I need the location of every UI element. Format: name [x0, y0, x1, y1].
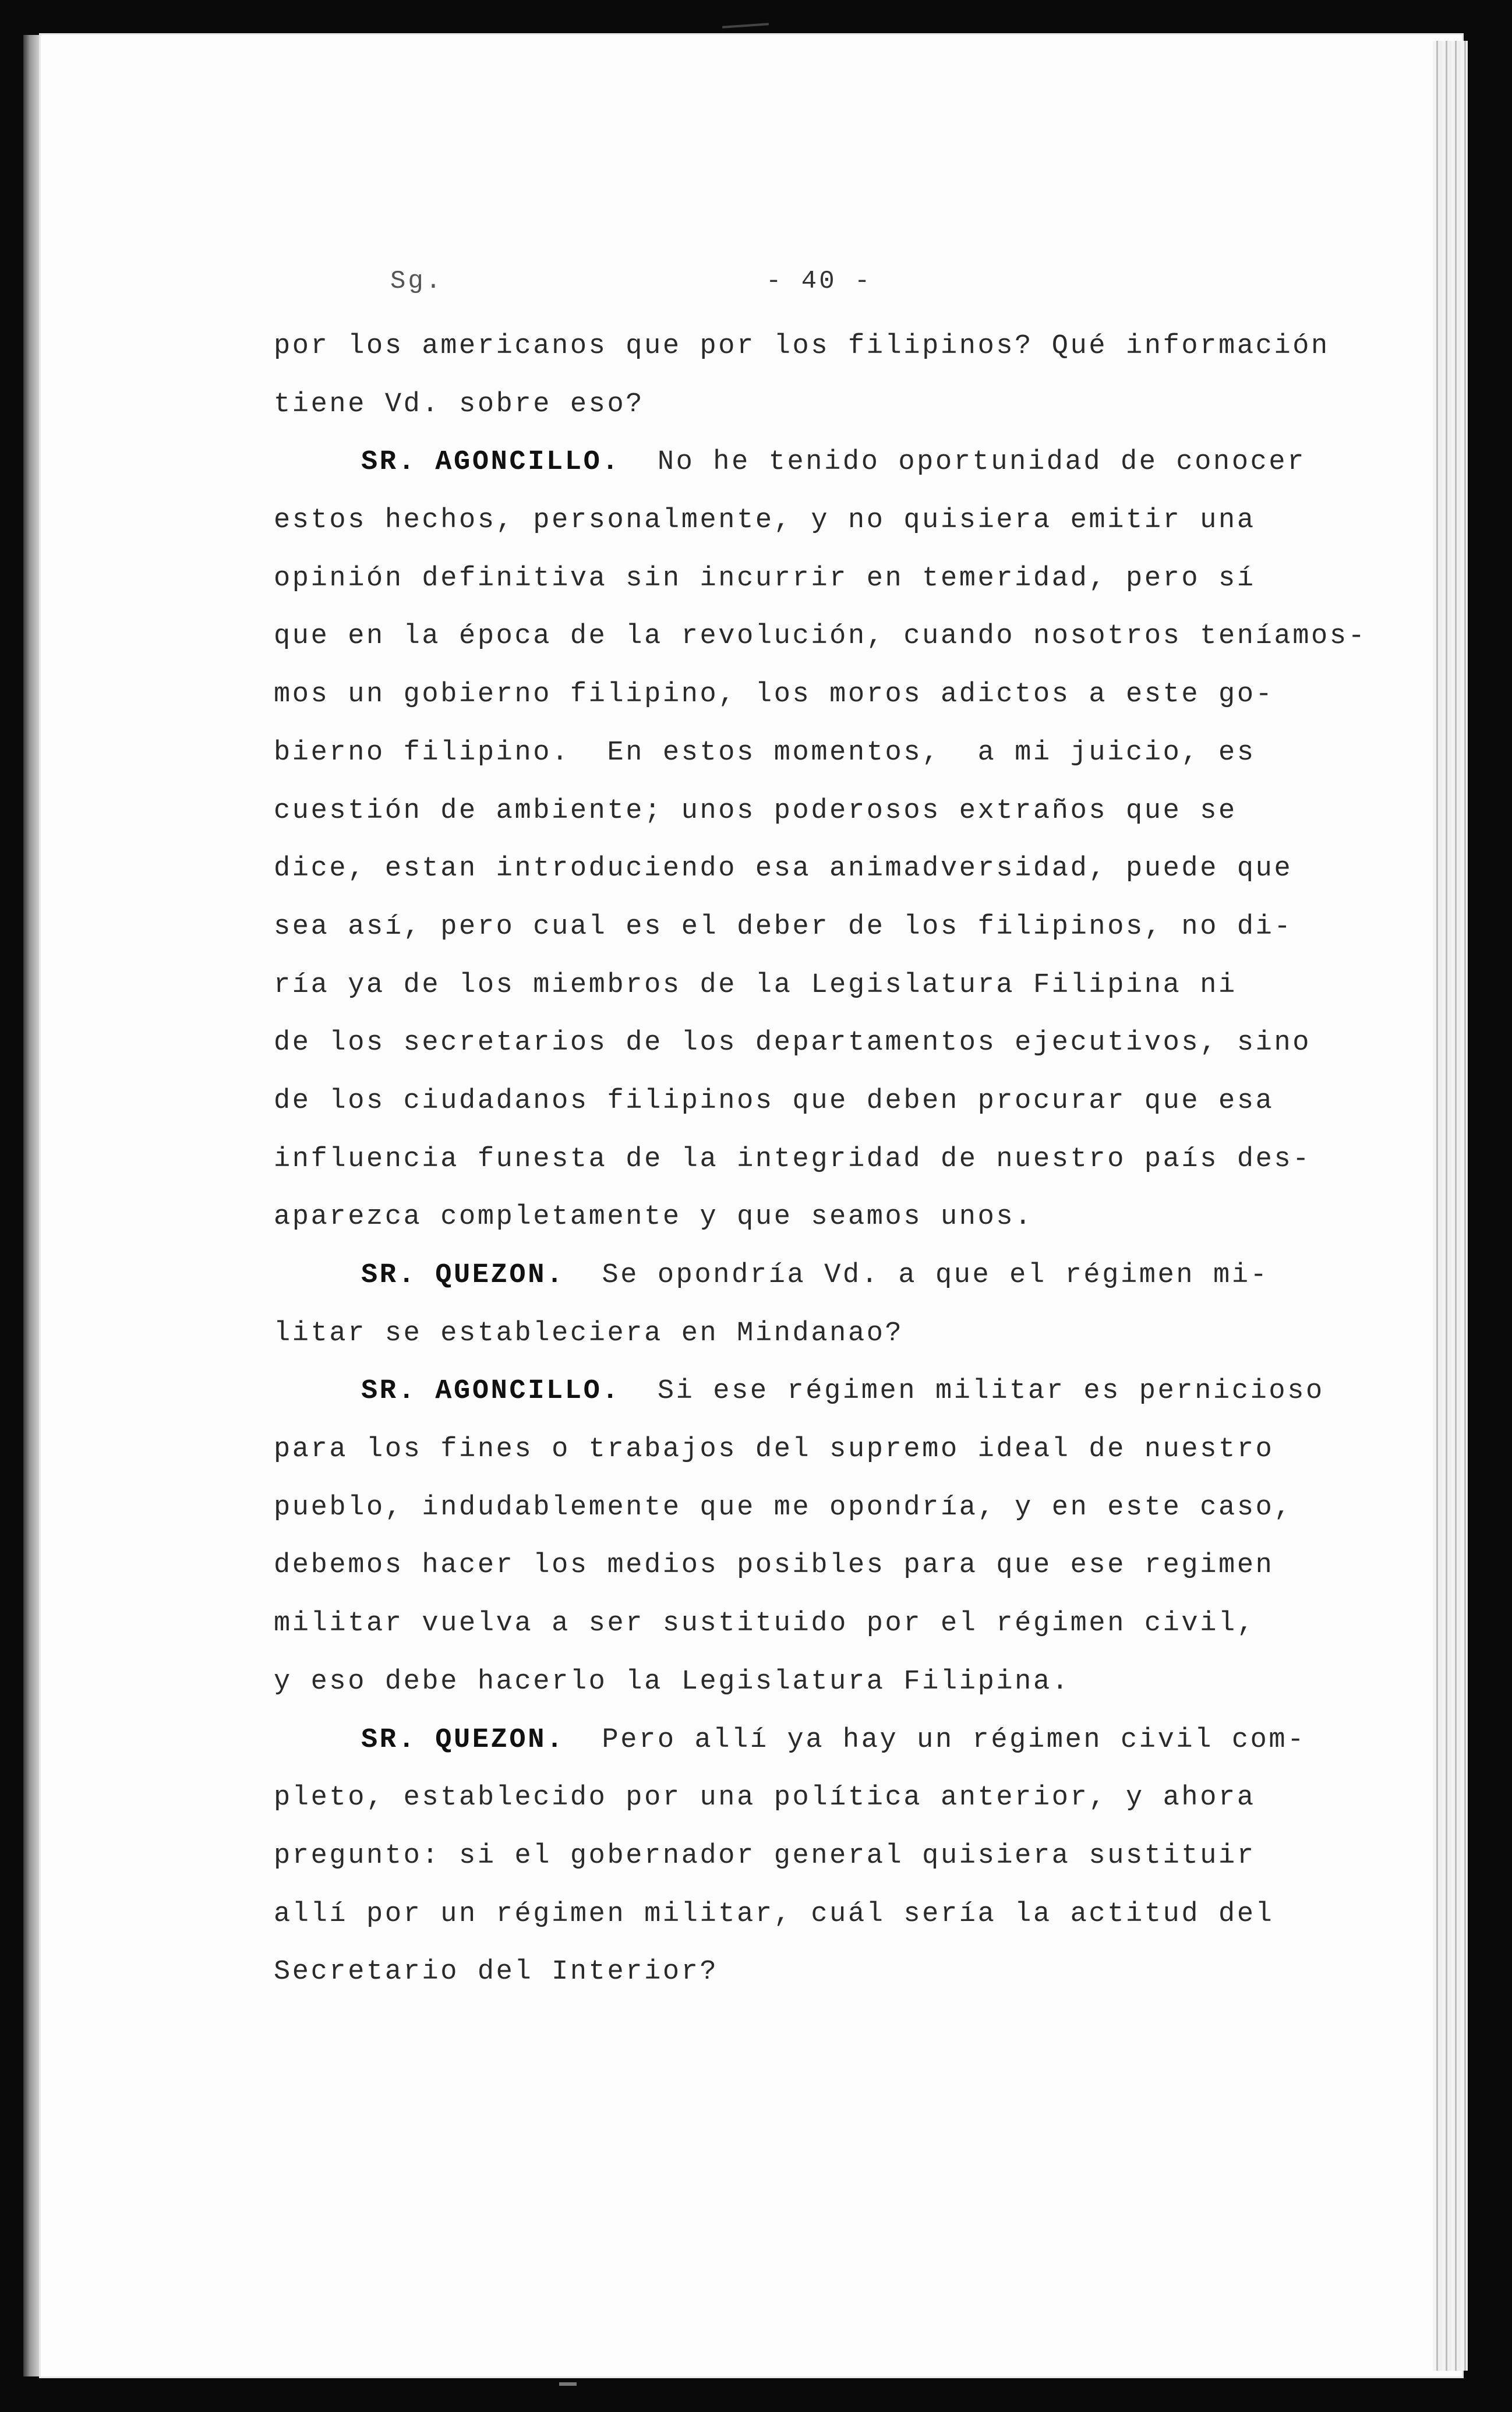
line-text: de los secretarios de los departamentos ejecutivos, sino — [274, 1027, 1312, 1059]
transcript-line — [274, 1072, 1380, 1131]
line-text: allí por un régimen militar, cuál sería la actitud del — [274, 1898, 1274, 1930]
transcript-line — [274, 1246, 1380, 1305]
transcript-line — [274, 1653, 1380, 1711]
speaker-label: SR. AGONCILLO. — [361, 1376, 621, 1407]
transcript-line — [274, 433, 1380, 492]
transcript-line — [274, 1595, 1380, 1653]
transcript-line — [274, 1769, 1380, 1827]
line-text: que en la época de la revolución, cuando nosotros teníamos- — [274, 621, 1367, 652]
line-text: Se opondría Vd. a que el régimen mi- — [564, 1260, 1269, 1291]
transcript-line — [274, 1131, 1380, 1189]
transcript-line — [274, 1305, 1380, 1363]
transcript-line — [274, 1943, 1380, 2001]
line-text: Si ese régimen militar es pernicioso — [620, 1376, 1324, 1407]
transcript-line — [274, 1711, 1380, 1770]
speaker-label: SR. QUEZON. — [361, 1260, 565, 1291]
line-text: ría ya de los miembros de la Legislatura Filipina ni — [274, 969, 1237, 1001]
line-text: sea así, pero cual es el deber de los filipinos, no di- — [274, 911, 1293, 942]
transcript-line — [274, 1421, 1380, 1479]
transcript-line — [274, 376, 1380, 434]
line-text: estos hechos, personalmente, y no quisiera emitir una — [274, 505, 1256, 536]
line-text: opinión definitiva sin incurrir en temeridad, pero sí — [274, 563, 1256, 594]
transcript-line — [274, 550, 1380, 608]
stacked-page-edges — [1433, 41, 1468, 2371]
file-code: Sg. — [390, 267, 444, 296]
line-text: Secretario del Interior? — [274, 1957, 719, 1988]
line-text: debemos hacer los medios posibles para que ese regimen — [274, 1550, 1274, 1581]
speaker-label: SR. AGONCILLO. — [361, 447, 621, 478]
transcript-line — [274, 1885, 1380, 1944]
line-text: pregunto: si el gobernador general quisiera sustituir — [274, 1840, 1256, 1871]
transcript-line — [274, 724, 1380, 782]
line-text: influencia funesta de la integridad de nuestro país des- — [274, 1143, 1312, 1175]
transcript-line — [274, 1479, 1380, 1537]
line-text: mos un gobierno filipino, los moros adictos a este go- — [274, 679, 1274, 711]
line-text: de los ciudadanos filipinos que deben procurar que esa — [274, 1085, 1274, 1117]
line-text: Pero allí ya hay un régimen civil com- — [564, 1724, 1306, 1756]
line-text: bierno filipino. En estos momentos, a mi juicio, es — [274, 737, 1256, 768]
line-text: militar vuelva a ser sustituido por el régimen civil, — [274, 1608, 1256, 1640]
speaker-label: SR. QUEZON. — [361, 1724, 565, 1756]
line-text: No he tenido oportunidad de conocer — [620, 447, 1306, 478]
transcript-line — [274, 782, 1380, 841]
transcript-line — [274, 608, 1380, 666]
transcript-line — [274, 1014, 1380, 1072]
line-text: pueblo, indudablemente que me opondría, y en este caso, — [274, 1492, 1293, 1523]
line-text: litar se estableciera en Mindanao? — [274, 1318, 904, 1349]
page-number: - 40 - — [766, 267, 872, 296]
line-text: cuestión de ambiente; unos poderosos extraños que se — [274, 795, 1237, 827]
transcript-line — [274, 1362, 1380, 1421]
line-text: dice, estan introduciendo esa animadversidad, puede que — [274, 853, 1293, 885]
transcript-line — [274, 666, 1380, 724]
transcript-line — [274, 317, 1380, 376]
scan-mark-bottom — [559, 2382, 577, 2386]
line-text: y eso debe hacerlo la Legislatura Filipina. — [274, 1666, 1071, 1697]
transcript-line — [274, 1827, 1380, 1885]
line-text: por los americanos que por los filipinos? Qué información — [274, 331, 1330, 362]
transcript-line — [274, 1537, 1380, 1595]
left-page-edge — [23, 35, 41, 2376]
line-text: aparezca completamente y que seamos unos. — [274, 1202, 1033, 1233]
transcript-line — [274, 956, 1380, 1015]
transcript-line — [274, 1188, 1380, 1246]
transcript-line — [274, 840, 1380, 898]
page-header — [41, 267, 1462, 308]
transcript-line — [274, 898, 1380, 956]
line-text: para los fines o trabajos del supremo ideal de nuestro — [274, 1434, 1274, 1465]
transcript-line — [274, 492, 1380, 550]
line-text: pleto, establecido por una política anterior, y ahora — [274, 1782, 1256, 1814]
transcript-body — [274, 317, 1380, 2001]
line-text: tiene Vd. sobre eso? — [274, 389, 645, 420]
